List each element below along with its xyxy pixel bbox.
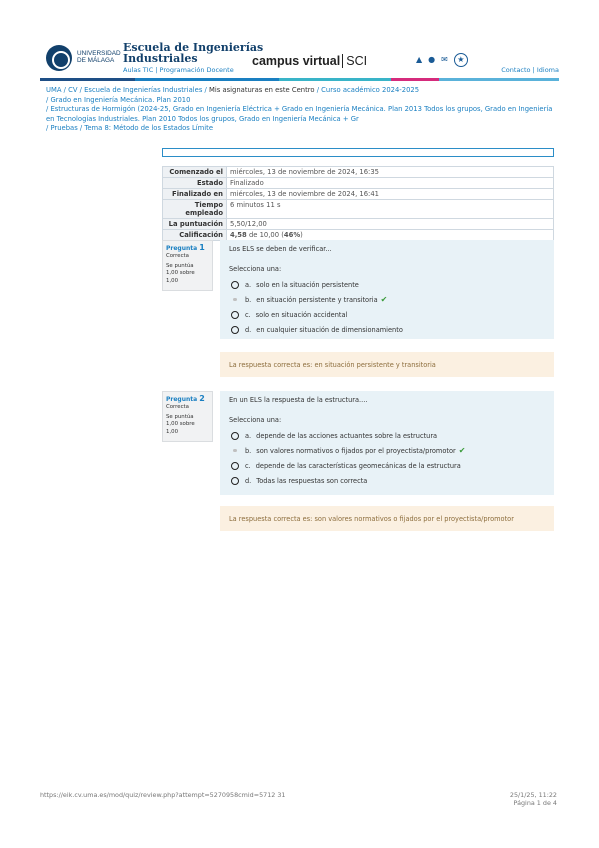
question-info xyxy=(162,240,213,291)
summary-row-time xyxy=(163,200,554,219)
option-text: solo en la situación persistente xyxy=(256,280,359,289)
radio-button[interactable] xyxy=(231,311,239,319)
mail-icon[interactable]: ✉ xyxy=(441,55,448,64)
radio-button[interactable] xyxy=(231,432,239,440)
answer-option[interactable] xyxy=(229,473,545,488)
radio-button[interactable] xyxy=(231,281,239,289)
summary-label: Estado xyxy=(163,178,227,189)
option-letter: d. xyxy=(245,325,252,334)
option-text: en situación persistente y transitoria xyxy=(256,295,378,304)
question-label: Pregunta xyxy=(166,245,198,252)
campus-label: campus virtual xyxy=(252,54,341,68)
breadcrumb-my-courses: Mis asignaturas en este Centro xyxy=(206,86,317,94)
question-number xyxy=(166,244,209,253)
grade-percent: 46% xyxy=(283,231,301,239)
breadcrumb-links-1[interactable]: UMA / CV / Escuela de Ingenierías Industriales / xyxy=(46,86,207,94)
select-prompt: Selecciona una: xyxy=(229,265,282,273)
summary-row-marks xyxy=(163,219,554,230)
check-icon: ✔ xyxy=(380,295,388,304)
correct-answer-feedback: La respuesta correcta es: son valores normativos o fijados por el proyectista/promotor xyxy=(220,506,554,531)
campus-virtual-title[interactable] xyxy=(252,54,367,68)
summary-label: Tiempo empleado xyxy=(163,200,227,219)
radio-button[interactable] xyxy=(231,326,239,334)
option-text: son valores normativos o fijados por el proyectista/promotor xyxy=(256,446,456,455)
option-text: Todas las respuestas son correcta xyxy=(256,476,368,485)
check-icon: ✔ xyxy=(458,446,466,455)
print-info xyxy=(510,791,557,807)
radio-button-selected[interactable] xyxy=(231,447,239,455)
option-letter: a. xyxy=(245,280,252,289)
bell-icon[interactable]: ▲ xyxy=(416,55,423,64)
question-score-1: Se puntúa xyxy=(166,413,194,420)
attempt-summary-table xyxy=(162,166,554,241)
option-letter: c. xyxy=(245,310,251,319)
option-letter: c. xyxy=(245,461,251,470)
summary-value: Finalizado xyxy=(227,178,554,189)
grade-mid: de 10,00 ( xyxy=(246,231,284,239)
grade-value: 4,58 xyxy=(230,231,247,239)
page-number: Página 1 de 4 xyxy=(513,799,557,807)
breadcrumb-academic-year[interactable]: / Curso académico 2024-2025 xyxy=(316,86,420,94)
answer-option[interactable] xyxy=(229,458,545,473)
answer-option[interactable] xyxy=(229,322,545,337)
question-label: Pregunta xyxy=(166,396,198,403)
option-text: depende de las características geomecánicas de la estructura xyxy=(255,461,461,470)
radio-button-selected[interactable] xyxy=(231,296,239,304)
campus-suffix: SCI xyxy=(342,54,367,68)
question-content xyxy=(220,240,554,339)
header-color-bar xyxy=(40,78,559,81)
question-number-value: 2 xyxy=(199,394,205,403)
university-name: UNIVERSIDAD DE MÁLAGA xyxy=(77,50,121,64)
question-score-3: 1,00 xyxy=(166,278,179,285)
option-letter: b. xyxy=(245,295,252,304)
answer-option[interactable] xyxy=(229,277,545,292)
university-logo[interactable] xyxy=(46,45,72,71)
summary-row-grade xyxy=(163,230,554,241)
summary-value: miércoles, 13 de noviembre de 2024, 16:41 xyxy=(227,189,554,200)
option-letter: a. xyxy=(245,431,252,440)
page-url: https://eik.cv.uma.es/mod/quiz/review.php?attempt=5270958cmid=5712 31 xyxy=(40,791,286,799)
summary-row-started xyxy=(163,167,554,178)
correct-answer-feedback: La respuesta correcta es: en situación persistente y transitoria xyxy=(220,352,554,377)
answer-option[interactable] xyxy=(229,307,545,322)
answer-option[interactable] xyxy=(229,292,545,307)
option-letter: b. xyxy=(245,446,252,455)
question-number-value: 1 xyxy=(199,243,205,252)
question-score-3: 1,00 xyxy=(166,429,179,436)
grade-end: ) xyxy=(300,231,303,239)
school-links[interactable]: Aulas TIC | Programación Docente xyxy=(123,66,234,74)
question-status: Correcta xyxy=(166,252,189,259)
summary-label: Calificación xyxy=(163,230,227,241)
summary-label: Finalizado en xyxy=(163,189,227,200)
question-status: Correcta xyxy=(166,403,189,410)
option-text: en cualquier situación de dimensionamiento xyxy=(256,325,403,334)
breadcrumb-degree[interactable]: / Grado en Ingeniería Mecánica. Plan 2010 xyxy=(46,95,191,104)
summary-value: 6 minutos 11 s xyxy=(227,200,554,219)
summary-value: 5,50/12,00 xyxy=(227,219,554,230)
question-score-1: Se puntúa xyxy=(166,262,194,269)
summary-value: miércoles, 13 de noviembre de 2024, 16:35 xyxy=(227,167,554,178)
question-score-2: 1,00 sobre xyxy=(166,421,195,428)
question-text: Los ELS se deben de verificar... xyxy=(229,245,332,253)
chat-icon[interactable]: ● xyxy=(428,55,436,64)
summary-row-finished xyxy=(163,189,554,200)
radio-button[interactable] xyxy=(231,462,239,470)
question-info xyxy=(162,391,213,442)
option-letter: d. xyxy=(245,476,252,485)
summary-grade xyxy=(227,230,554,241)
question-text: En un ELS la respuesta de la estructura.... xyxy=(229,396,368,404)
question-score-2: 1,00 sobre xyxy=(166,270,195,277)
print-date: 25/1/25, 11:22 xyxy=(509,791,557,799)
site-header xyxy=(40,40,559,78)
select-prompt: Selecciona una: xyxy=(229,416,282,424)
school-title[interactable]: Escuela de Ingenierías Industriales xyxy=(123,41,264,65)
question-content xyxy=(220,391,554,495)
summary-row-state xyxy=(163,178,554,189)
option-text: depende de las acciones actuantes sobre la estructura xyxy=(256,431,438,440)
radio-button[interactable] xyxy=(231,477,239,485)
contact-language-links[interactable]: Contacto | Idioma xyxy=(501,66,559,74)
answer-option[interactable] xyxy=(229,443,545,458)
question-number xyxy=(166,395,209,404)
summary-label: Comenzado el xyxy=(163,167,227,178)
option-text: solo en situación accidental xyxy=(255,310,348,319)
quiz-navigation-box xyxy=(162,148,554,157)
breadcrumb-course[interactable]: / Estructuras de Hormigón (2024-25, Grado en Ingeniería Eléctrica + Grado en Ingeniería Mecánica. Plan 2013 Todos los grupos, Grado en Ingeniería en Tecnologías Industriales. Plan 2010 Todos los grupos, Grado en Ingeniería Mecánica + Gr xyxy=(46,105,553,123)
summary-label: La puntuación xyxy=(163,219,227,230)
header-icons xyxy=(416,53,468,67)
breadcrumb-topic[interactable]: / Pruebas / Tema 8: Método de los Estados Límite xyxy=(46,124,214,133)
breadcrumb xyxy=(46,86,556,134)
breadcrumb-line-1 xyxy=(46,86,556,96)
accessibility-icon[interactable]: ★ xyxy=(454,53,468,67)
answer-option[interactable] xyxy=(229,428,545,443)
